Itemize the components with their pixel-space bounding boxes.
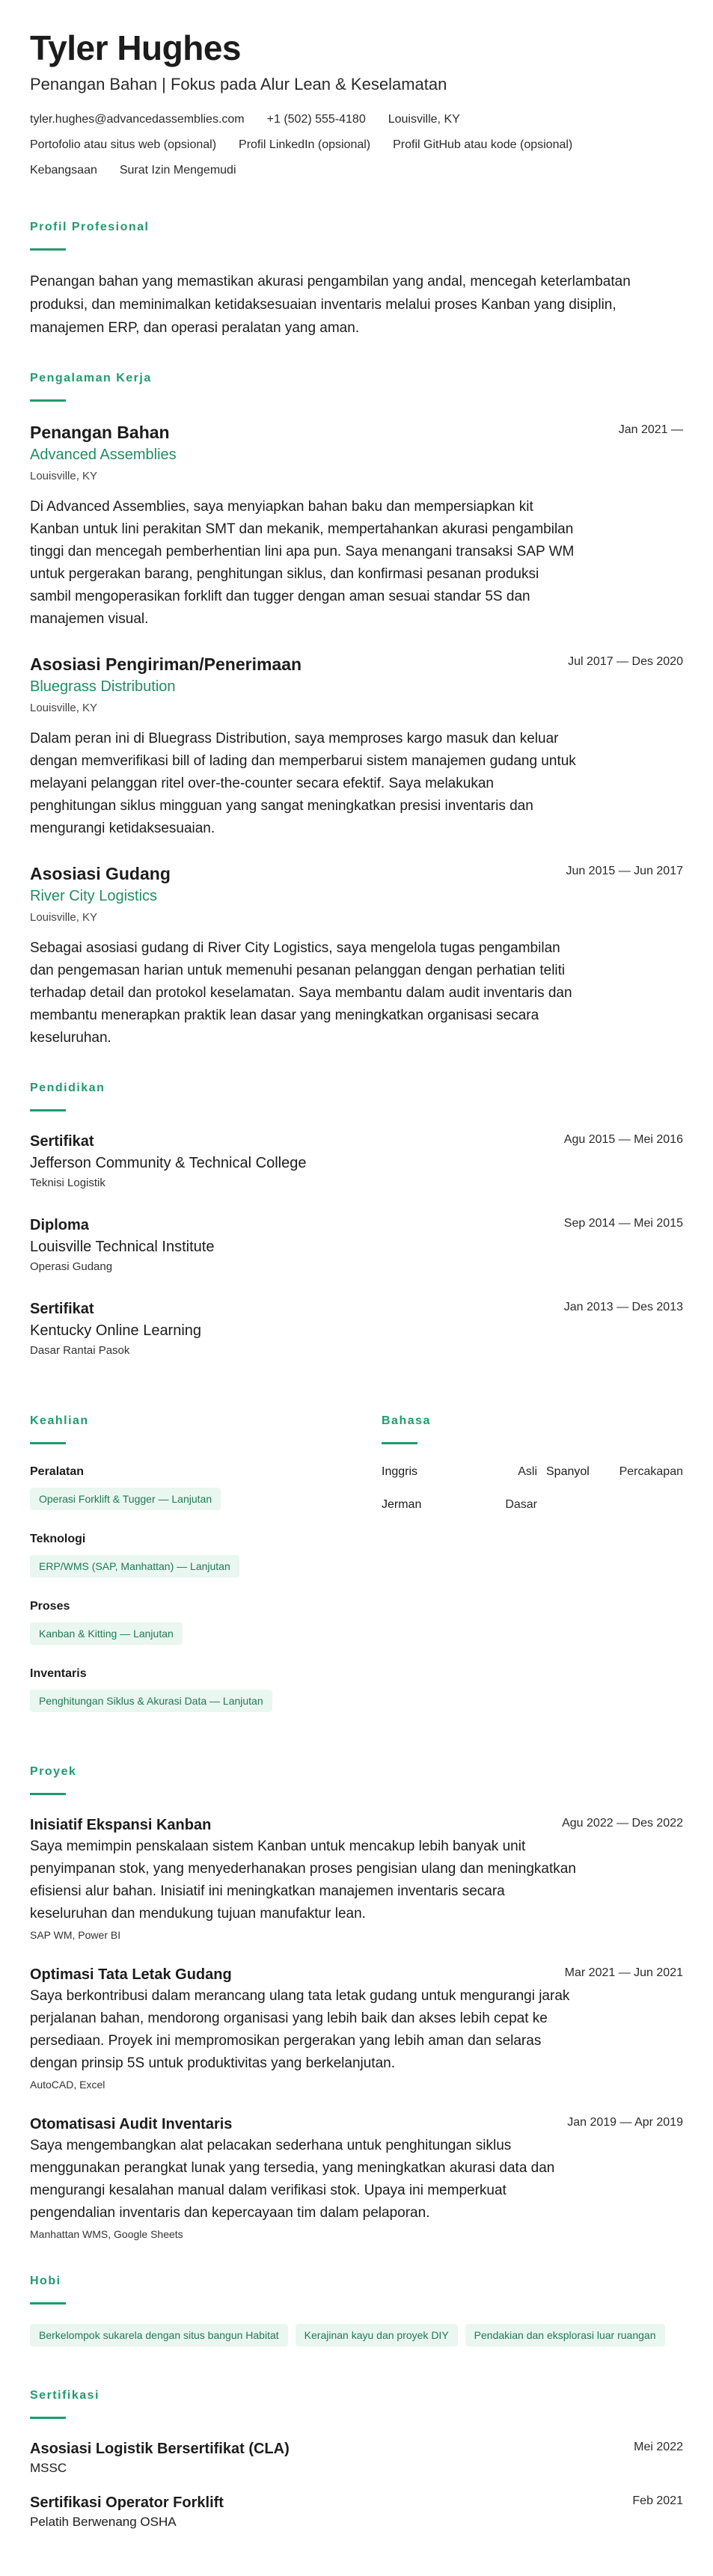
certifications-section (30, 2388, 683, 2531)
hobbies-section (30, 2274, 683, 2357)
skill-chip: Penghitungan Siklus & Akurasi Data — Lanjutan (30, 1690, 272, 1712)
job-company: River City Logistics (30, 888, 158, 904)
candidate-headline: Penangan Bahan | Fokus pada Alur Lean & Keselamatan (30, 75, 447, 93)
languages-section (382, 1382, 683, 1733)
languages-heading: Bahasa (382, 1414, 431, 1427)
education-field: Dasar Rantai Pasok (30, 1344, 130, 1357)
summary-text: Penangan bahan yang memastikan akurasi pengambilan yang andal, mencegah keterlambatan produksi, dan meminimalkan ketidaksesuaian inventaris melalui proses Kanban yang disiplin, manajemen ERP, dan operasi peralatan yang aman. (30, 274, 631, 336)
education-section (30, 1081, 683, 1360)
hobby-chip: Pendakian dan eksplorasi luar ruangan (465, 2324, 665, 2346)
education-school: Jefferson Community & Technical College (30, 1155, 307, 1171)
summary-heading: Profil Profesional (30, 221, 150, 233)
projects-section (30, 1764, 683, 2242)
section-divider (382, 1442, 417, 1444)
language-level: Dasar (505, 1498, 537, 1511)
language-name: Jerman (382, 1498, 422, 1511)
job-description: Dalam peran ini di Bluegrass Distribution, saya memproses kargo masuk dan keluar dengan memverifikasi bill of lading dan memperbarui sistem manajemen gudang untuk melayani pelanggan ritel over-the-counter secara efektif. Saya melakukan penghitungan siklus mingguan yang sangat meningkatkan presisi inventaris dan mengurangi ketidaksesuaian. (30, 731, 576, 836)
project-tools: Manhattan WMS, Google Sheets (30, 2228, 183, 2240)
certification-issuer: Pelatih Berwenang OSHA (30, 2515, 177, 2529)
candidate-name: Tyler Hughes (30, 28, 241, 67)
contact-phone[interactable]: +1 (502) 555-4180 (266, 113, 366, 126)
education-field: Teknisi Logistik (30, 1177, 105, 1189)
contact-email[interactable]: tyler.hughes@advancedassemblies.com (30, 113, 245, 126)
job-entry (30, 653, 683, 840)
certification-date: Mei 2022 (634, 2441, 683, 2453)
language-item (382, 1497, 546, 1513)
section-divider (30, 1793, 66, 1795)
project-date: Mar 2021 — Jun 2021 (564, 1966, 683, 1979)
section-divider (30, 2302, 66, 2304)
project-entry (30, 1815, 683, 1943)
skill-category: Proses (30, 1600, 70, 1613)
contact-drivers-license: Surat Izin Mengemudi (119, 164, 236, 177)
language-item (382, 1464, 546, 1480)
education-school: Kentucky Online Learning (30, 1322, 202, 1339)
education-entry (30, 1215, 683, 1276)
project-date: Agu 2022 — Des 2022 (562, 1817, 683, 1830)
certification-entry (30, 2492, 683, 2531)
certification-date: Feb 2021 (632, 2494, 683, 2507)
project-description: Saya berkontribusi dalam merancang ulang tata letak gudang untuk mengurangi jarak perjalanan bahan, mendorong organisasi yang lebih baik dan akses lebih cepat ke persediaan. Proyek ini mempromosikan pergerakan yang lebih aman dan selaras dengan prinsip 5S untuk produktivitas yang berkelanjutan. (30, 1988, 570, 2071)
skill-group (30, 1598, 382, 1649)
education-degree: Sertifikat (30, 1133, 94, 1150)
contact-linkedin[interactable]: Profil LinkedIn (opsional) (239, 138, 371, 151)
project-title: Inisiatif Ekspansi Kanban (30, 1817, 212, 1833)
project-tools: SAP WM, Power BI (30, 1929, 121, 1941)
job-title: Asosiasi Gudang (30, 864, 171, 883)
job-date: Jun 2015 — Jun 2017 (566, 865, 683, 877)
projects-heading: Proyek (30, 1765, 77, 1778)
job-location: Louisville, KY (30, 911, 98, 924)
hobbies-heading: Hobi (30, 2275, 61, 2287)
skill-chip: Kanban & Kitting — Lanjutan (30, 1622, 183, 1645)
education-degree: Sertifikat (30, 1301, 94, 1317)
project-date: Jan 2019 — Apr 2019 (567, 2116, 683, 2129)
hobby-chip: Kerajinan kayu dan proyek DIY (296, 2324, 458, 2346)
skill-category: Teknologi (30, 1533, 86, 1545)
project-description: Saya memimpin penskalaan sistem Kanban untuk mencakup lebih banyak unit penyimpanan stok, yang menyederhanakan proses pengisian ulang dan meningkatkan efisiensi alur bahan. Inisiatif ini meningkatkan manajemen inventaris secara keseluruhan dan mendukung tujuan manufaktur lean. (30, 1839, 576, 1922)
contact-github[interactable]: Profil GitHub atau kode (opsional) (393, 138, 573, 151)
summary-section (30, 220, 683, 340)
resume-header (30, 27, 683, 188)
job-location: Louisville, KY (30, 702, 98, 714)
contact-portfolio[interactable]: Portofolio atau situs web (opsional) (30, 138, 217, 151)
job-company: Bluegrass Distribution (30, 678, 176, 695)
job-title: Penangan Bahan (30, 423, 170, 442)
education-degree: Diploma (30, 1217, 89, 1233)
job-location: Louisville, KY (30, 470, 98, 482)
job-title: Asosiasi Pengiriman/Penerimaan (30, 654, 302, 674)
skill-category: Inventaris (30, 1667, 87, 1680)
skill-chip: Operasi Forklift & Tugger — Lanjutan (30, 1488, 221, 1510)
language-item (546, 1464, 683, 1480)
language-list (382, 1464, 683, 1530)
hobby-list (30, 2324, 683, 2357)
language-name: Spanyol (546, 1465, 590, 1478)
project-tools: AutoCAD, Excel (30, 2079, 105, 2091)
experience-heading: Pengalaman Kerja (30, 372, 152, 384)
skills-languages-row (30, 1382, 683, 1733)
project-entry (30, 2114, 683, 2242)
education-entry (30, 1131, 683, 1192)
skills-heading: Keahlian (30, 1414, 89, 1427)
language-level: Asli (518, 1465, 537, 1478)
education-school: Louisville Technical Institute (30, 1239, 215, 1255)
skill-chip: ERP/WMS (SAP, Manhattan) — Lanjutan (30, 1555, 239, 1577)
education-entry (30, 1298, 683, 1360)
skills-section (30, 1382, 382, 1733)
experience-section (30, 371, 683, 1049)
job-date: Jul 2017 — Des 2020 (568, 655, 683, 668)
contact-location: Louisville, KY (388, 113, 460, 126)
skill-group (30, 1666, 382, 1717)
education-date: Jan 2013 — Des 2013 (563, 1301, 683, 1313)
skill-category: Peralatan (30, 1465, 85, 1478)
skill-group (30, 1531, 382, 1582)
job-description: Sebagai asosiasi gudang di River City Logistics, saya mengelola tugas pengambilan dan pengemasan harian untuk memenuhi pesanan pelanggan dengan perhatian teliti terhadap detail dan protokol keselamatan. Saya membantu dalam audit inventaris dan membantu menerapkan praktik lean dasar yang meningkatkan organisasi secara keseluruhan. (30, 940, 572, 1046)
education-date: Agu 2015 — Mei 2016 (563, 1133, 683, 1146)
section-divider (30, 2417, 66, 2419)
project-entry (30, 1964, 683, 2093)
education-field: Operasi Gudang (30, 1260, 113, 1273)
certification-issuer: MSSC (30, 2461, 67, 2475)
language-level: Percakapan (619, 1465, 683, 1478)
project-title: Optimasi Tata Letak Gudang (30, 1966, 232, 1983)
certification-entry (30, 2438, 683, 2477)
section-divider (30, 1442, 66, 1444)
skill-group (30, 1464, 382, 1515)
contact-nationality: Kebangsaan (30, 164, 97, 177)
hobby-chip: Berkelompok sukarela dengan situs bangun Habitat (30, 2324, 288, 2346)
education-date: Sep 2014 — Mei 2015 (563, 1217, 683, 1230)
job-entry (30, 421, 683, 631)
education-heading: Pendidikan (30, 1082, 105, 1094)
section-divider (30, 1109, 66, 1111)
section-divider (30, 248, 66, 251)
section-divider (30, 399, 66, 402)
job-date: Jan 2021 — (618, 423, 683, 436)
contact-info (30, 112, 683, 188)
job-description: Di Advanced Assemblies, saya menyiapkan bahan baku dan mempersiapkan kit Kanban untuk lini perakitan SMT dan mekanik, mempertahankan akurasi pengambilan tinggi dan mencegah pemberhentian lini apa pun. Saya menangani transaksi SAP WM untuk pergerakan barang, penghitungan siklus, dan konfirmasi pesanan produksi sambil mengoperasikan forklift dan tugger dengan aman sesuai standar 5S dan manajemen visual. (30, 499, 575, 627)
language-name: Inggris (382, 1465, 418, 1478)
job-company: Advanced Assemblies (30, 447, 177, 463)
certification-name: Asosiasi Logistik Bersertifikat (CLA) (30, 2441, 290, 2457)
project-description: Saya mengembangkan alat pelacakan sederhana untuk penghitungan siklus menggunakan perangkat lunak yang tersedia, yang meningkatkan akurasi data dan mengurangi kesalahan manual dalam verifikasi stok. Upaya ini memperkuat pengendalian inventaris dan kepercayaan tim dalam pelaporan. (30, 2138, 555, 2221)
job-entry (30, 862, 683, 1049)
certifications-heading: Sertifikasi (30, 2389, 100, 2402)
project-title: Otomatisasi Audit Inventaris (30, 2116, 233, 2132)
certification-name: Sertifikasi Operator Forklift (30, 2494, 224, 2511)
